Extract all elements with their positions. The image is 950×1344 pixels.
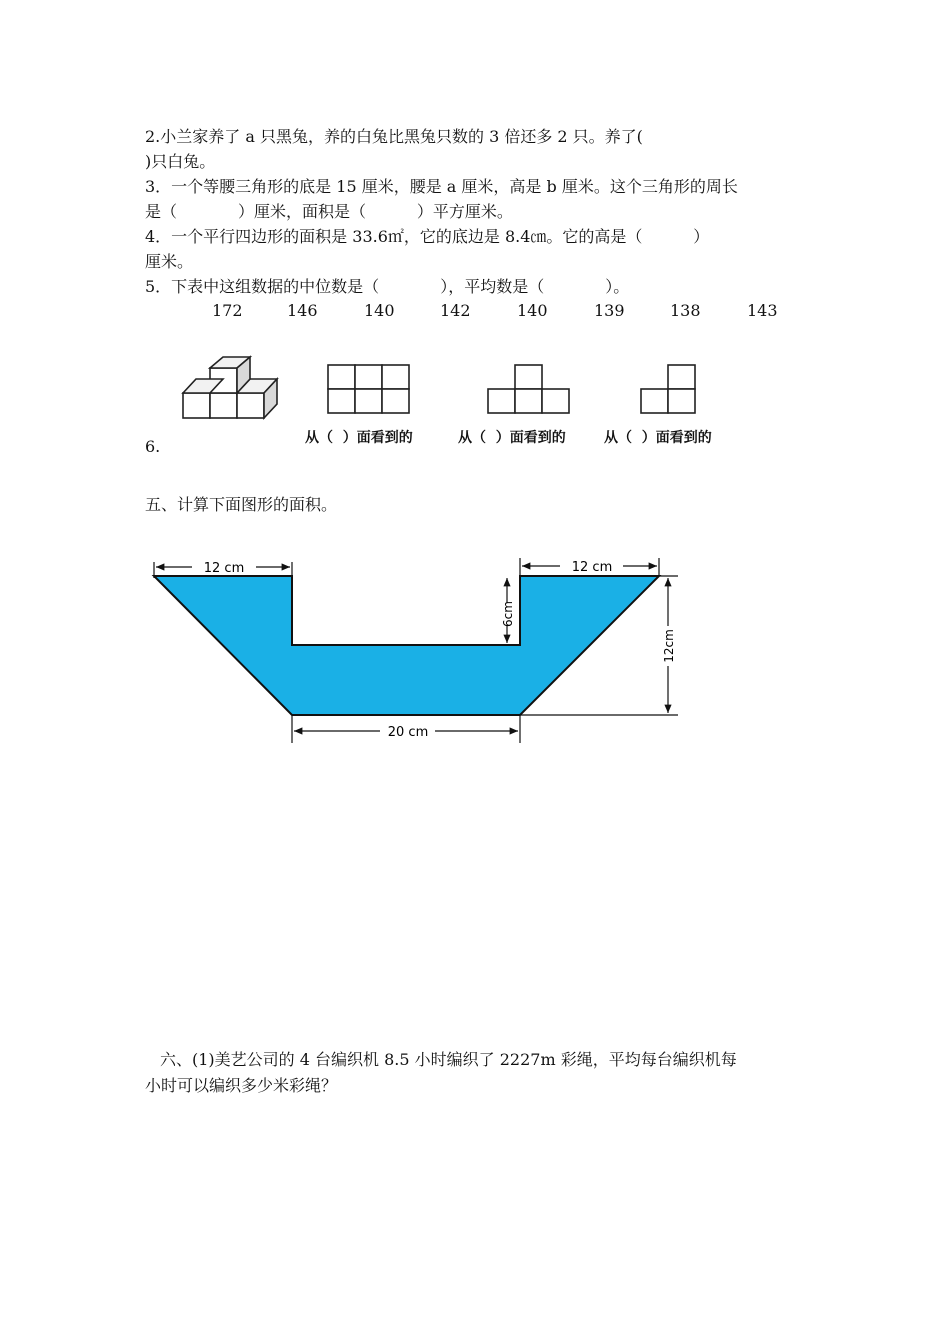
data-number: 138 (670, 301, 701, 320)
data-number: 140 (517, 301, 548, 320)
q4-line2: 厘米。 (145, 252, 194, 271)
cube-views-figure (178, 355, 738, 425)
cube-assembly (183, 357, 277, 418)
q4-line1: 4．一个平行四边形的面积是 33.6㎡，它的底边是 8.4㎝。它的高是（ ） (145, 227, 710, 246)
view-label-2: 从（ ）面看到的 (458, 430, 566, 446)
section6-line1: 六、(1)美艺公司的 4 台编织机 8.5 小时编织了 2227m 彩绳，平均每台编织机每 (160, 1050, 737, 1069)
view-label-3: 从（ ）面看到的 (604, 430, 712, 446)
data-number: 143 (747, 301, 778, 320)
section5-title: 五、计算下面图形的面积。 (145, 495, 338, 514)
dim-bottom: 20 cm (387, 725, 429, 740)
q3-line2: 是（ ）厘米，面积是（ ）平方厘米。 (145, 202, 513, 221)
dim-notch-depth: 6cm (501, 601, 515, 627)
view-l-shape (641, 365, 695, 413)
dim-height: 12cm (662, 629, 676, 663)
q6-number: 6. (145, 437, 161, 456)
dim-top-left: 12 cm (203, 561, 245, 576)
area-figure (140, 548, 700, 748)
view-label-1: 从（ ）面看到的 (305, 430, 413, 446)
blue-shape (154, 576, 659, 715)
data-number: 146 (287, 301, 318, 320)
q2-line1: 2.小兰家养了 a 只黑兔，养的白兔比黑兔只数的 3 倍还多 2 只。养了( (145, 127, 643, 146)
q2-line2: )只白兔。 (145, 152, 216, 171)
section6-line2: 小时可以编织多少米彩绳？ (145, 1076, 338, 1095)
q5-line1: 5．下表中这组数据的中位数是（ ），平均数是（ ）。 (145, 277, 630, 296)
view-grid-2x3 (328, 365, 409, 413)
q3-line1: 3．一个等腰三角形的底是 15 厘米，腰是 a 厘米，高是 b 厘米。这个三角形的周长 (145, 177, 738, 196)
view-t-shape (488, 365, 569, 413)
dim-top-right: 12 cm (571, 560, 613, 575)
data-number: 140 (364, 301, 395, 320)
data-number: 172 (212, 301, 243, 320)
data-number: 142 (440, 301, 471, 320)
data-number: 139 (594, 301, 625, 320)
